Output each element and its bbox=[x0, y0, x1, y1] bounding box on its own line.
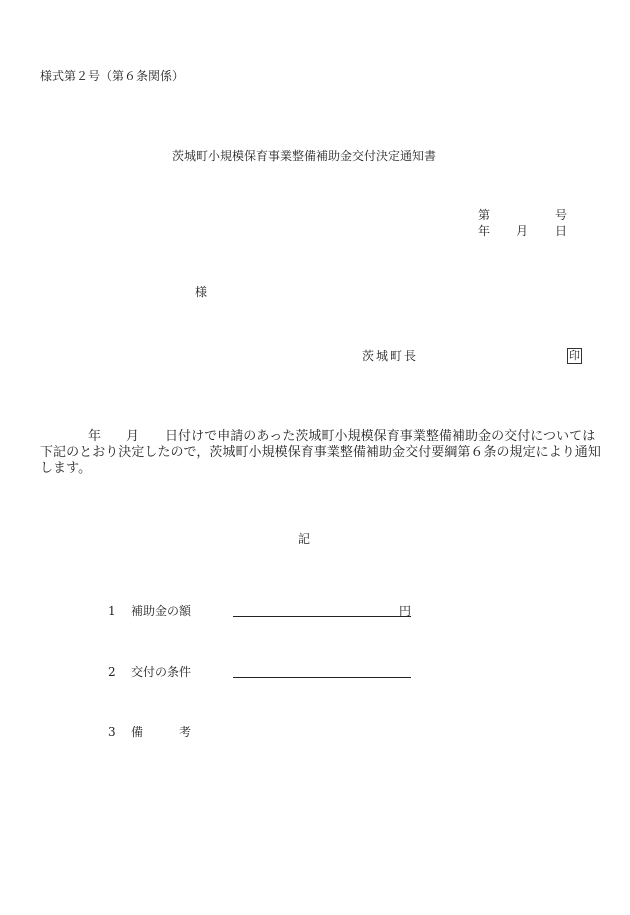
item-label: 交付の条件 bbox=[131, 665, 192, 679]
date-day: 日 bbox=[555, 224, 568, 238]
addressee-suffix: 様 bbox=[195, 285, 208, 299]
yen-unit: 円 bbox=[399, 604, 412, 618]
seal-mark: 印 bbox=[569, 349, 580, 362]
amount-field-line bbox=[233, 616, 411, 617]
doc-number-prefix: 第 bbox=[478, 208, 491, 222]
ki-heading: 記 bbox=[298, 532, 311, 546]
item-label: 補助金の額 bbox=[131, 604, 192, 618]
document-title: 茨城町小規模保育事業整備補助金交付決定通知書 bbox=[172, 149, 437, 163]
body-line1: 日付けで申請のあった茨城町小規模保育事業整備補助金の交付については bbox=[165, 429, 596, 444]
body-year: 年 bbox=[88, 429, 102, 444]
sender: 茨城町長 bbox=[362, 349, 419, 363]
body-line3: します。 bbox=[40, 461, 92, 476]
form-label: 様式第２号（第６条関係） bbox=[40, 69, 185, 83]
doc-number-suffix: 号 bbox=[555, 208, 568, 222]
item-number: 3 bbox=[108, 725, 116, 739]
body-line2: 下記のとおり決定したので，茨城町小規模保育事業整備補助金交付要綱第６条の規定により通知 bbox=[40, 445, 601, 460]
date-month: 月 bbox=[516, 224, 529, 238]
item-number: 1 bbox=[108, 604, 116, 618]
item-number: 2 bbox=[108, 665, 116, 679]
body-month: 月 bbox=[126, 429, 140, 444]
conditions-field-line bbox=[233, 677, 411, 678]
item-label: 備 考 bbox=[131, 725, 192, 739]
date-year: 年 bbox=[478, 224, 491, 238]
